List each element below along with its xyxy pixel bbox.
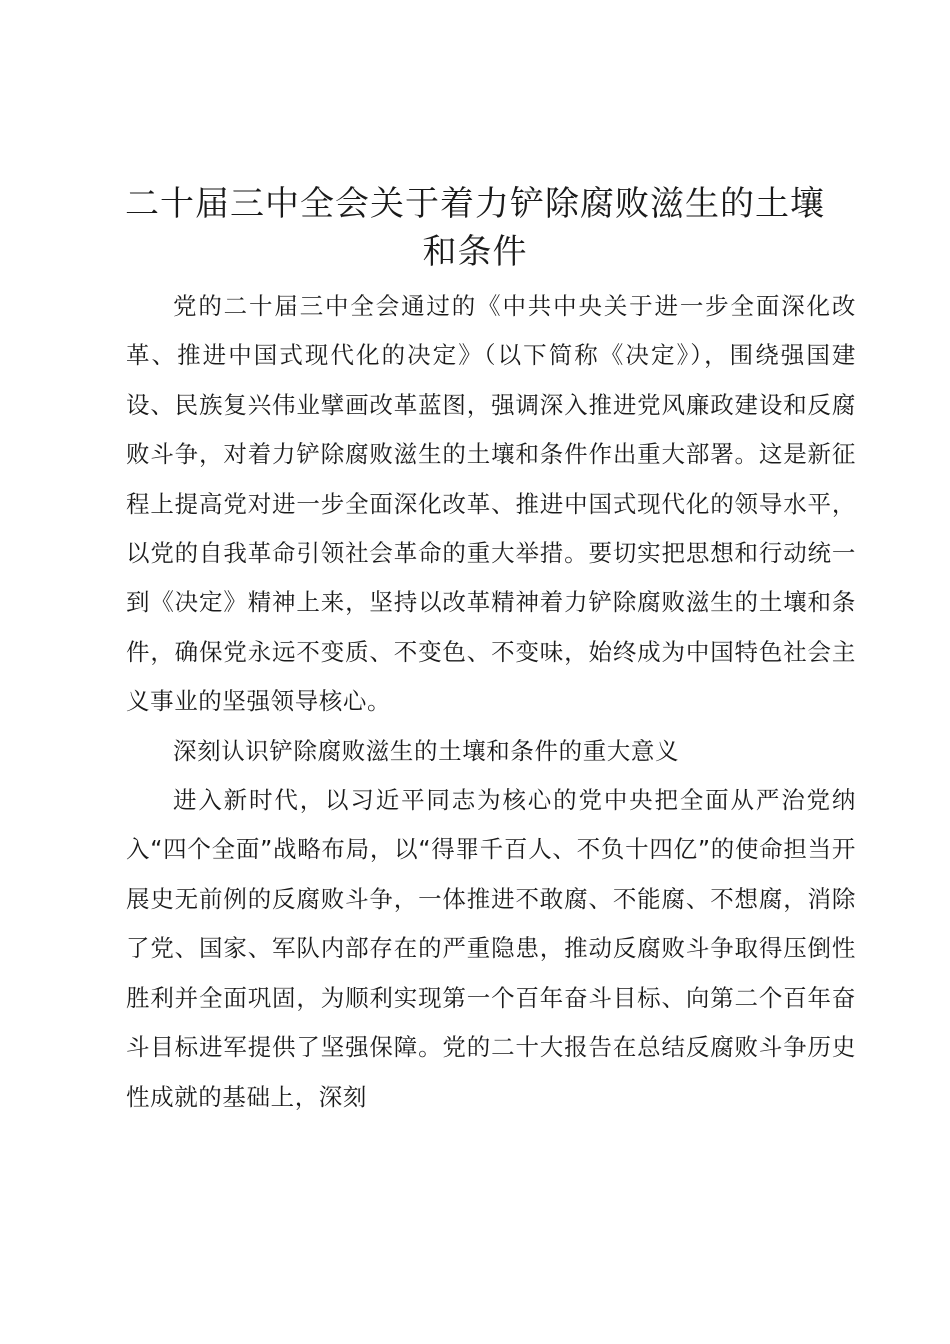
paragraph-intro: 党的二十届三中全会通过的《中共中央关于进一步全面深化改革、推进中国式现代化的决定》（以下简称《决定》），围绕强国建设、民族复兴伟业擘画改革蓝图，强调深入推进党风廉政建设和反腐败斗争，对着力铲除腐败滋生的土壤和条件作出重大部署。这是新征程上提高党对进一步全面深化改革、推进中国式现代化的领导水平，以党的自我革命引领社会革命的重大举措。要切实把思想和行动统一到《决定》精神上来，坚持以改革精神着力铲除腐败滋生的土壤和条件，确保党永远不变质、不变色、不变味，始终成为中国特色社会主义事业的坚强领导核心。 [126,292,856,716]
document-title: 二十届三中全会关于着力铲除腐败滋生的土壤和条件 [125,184,825,272]
paragraph-section-1: 进入新时代，以习近平同志为核心的党中央把全面从严治党纳入“四个全面”战略布局，以“得罪千百人、不负十四亿”的使命担当开展史无前例的反腐败斗争，一体推进不敢腐、不能腐、不想腐，消除了党、国家、军队内部存在的严重隐患，推动反腐败斗争取得压倒性胜利并全面巩固，为顺利实现第一个百年奋斗目标、向第二个百年奋斗目标进军提供了坚强保障。党的二十大报告在总结反腐败斗争历史性成就的基础上，深刻 [126,786,856,1111]
document-body [126,282,856,1122]
section-heading: 深刻认识铲除腐败滋生的土壤和条件的重大意义 [173,736,680,765]
